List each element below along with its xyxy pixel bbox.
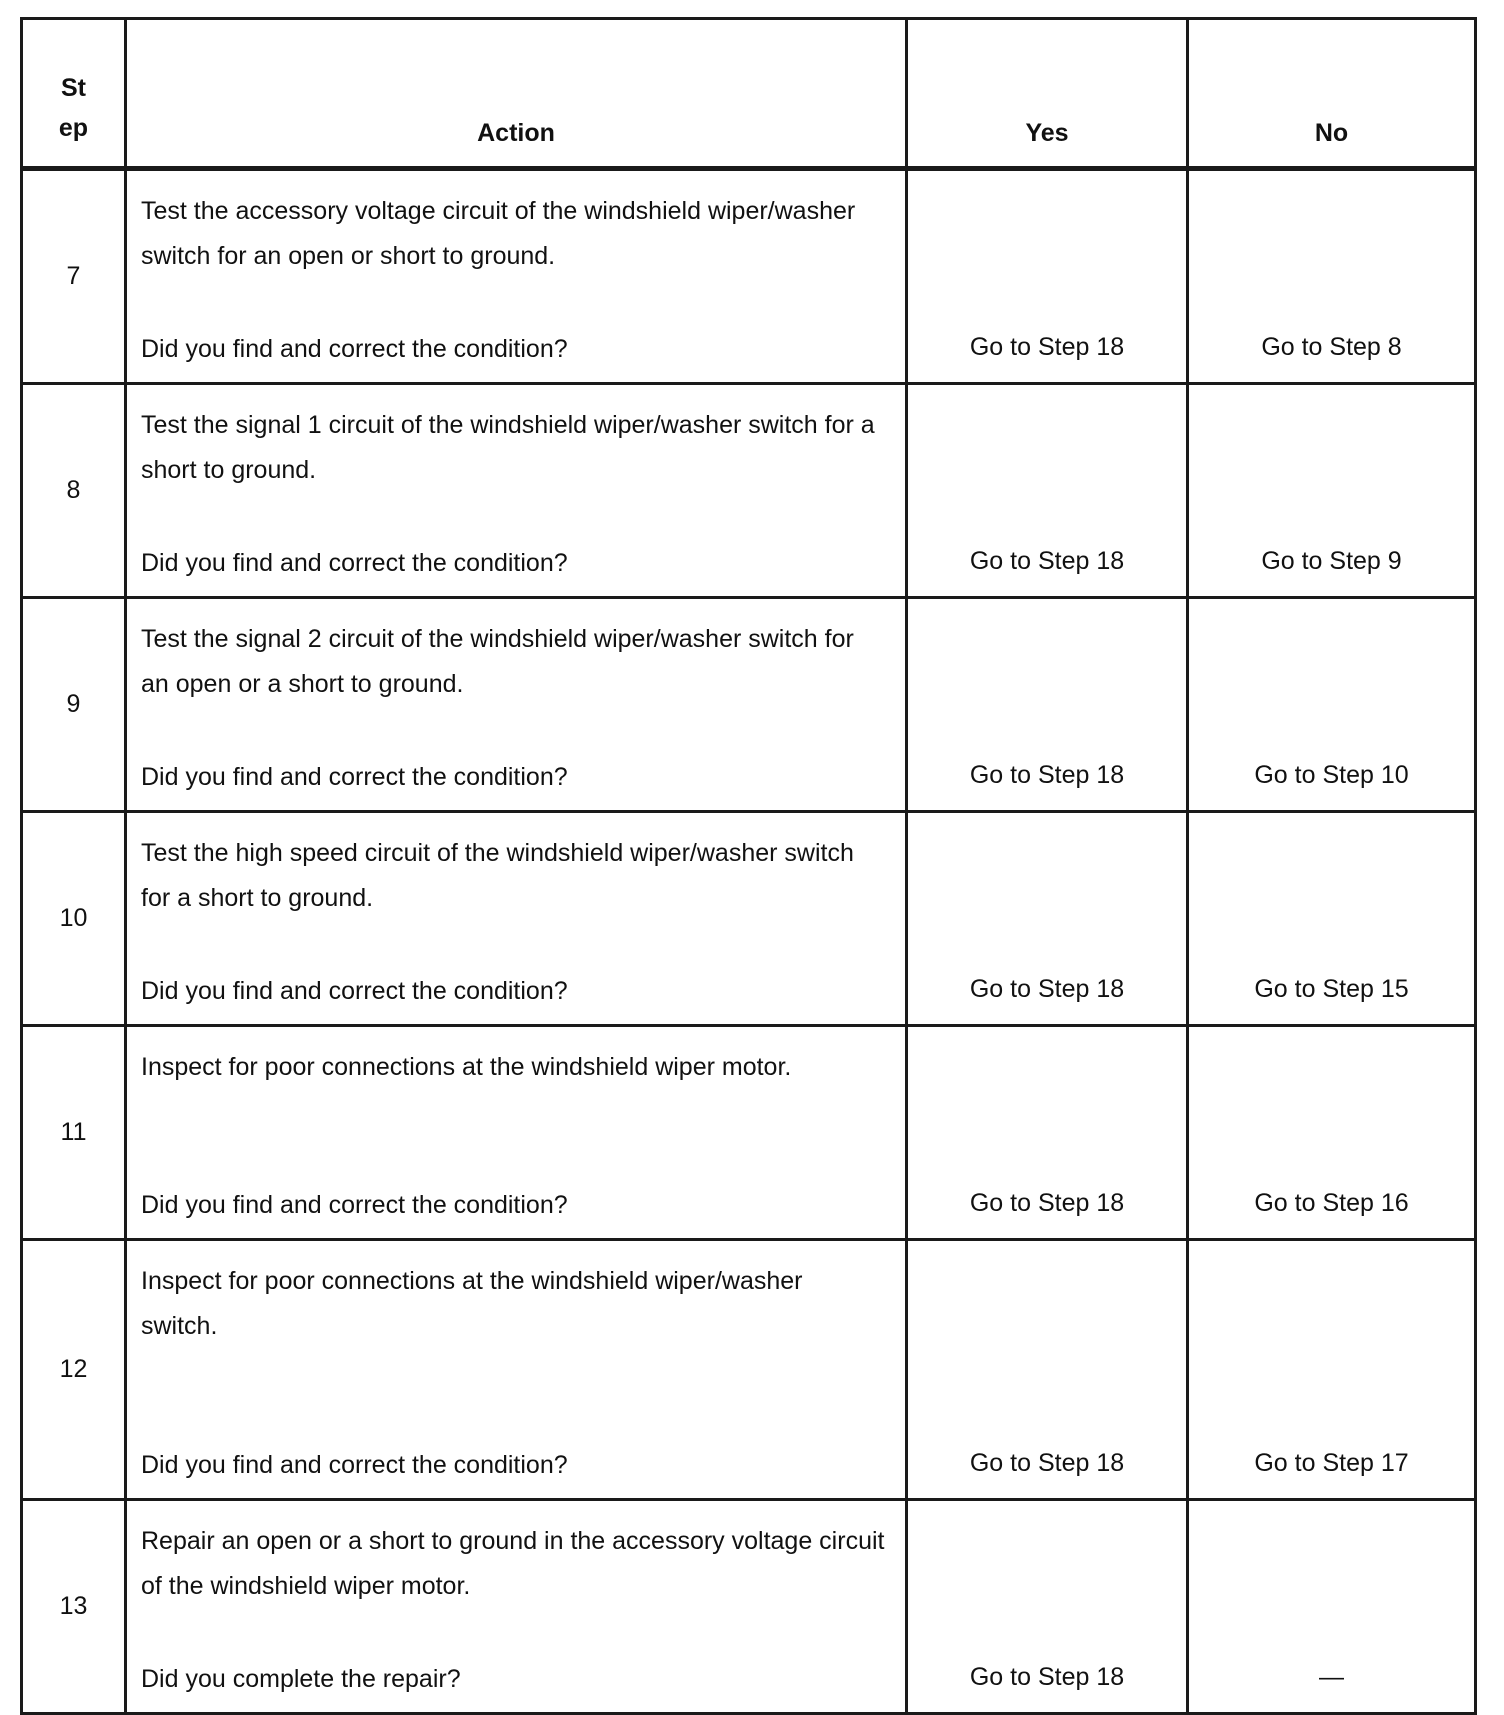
yes-result <box>907 169 1188 384</box>
question-text: Did you find and correct the condition? <box>141 335 568 363</box>
question-text: Did you find and correct the condition? <box>141 1191 568 1219</box>
action-text: Test the high speed circuit of the windshield wiper/washer switch for a short to ground. <box>141 839 854 912</box>
no-result <box>1188 169 1476 384</box>
step-number: 13 <box>22 1500 126 1714</box>
table-row <box>22 384 1476 598</box>
no-result-text: Go to Step 15 <box>1254 975 1409 1003</box>
no-result <box>1188 384 1476 598</box>
yes-result-text: Go to Step 18 <box>969 547 1125 575</box>
yes-result <box>907 384 1188 598</box>
no-result <box>1188 1240 1476 1500</box>
table-row <box>22 1240 1476 1500</box>
column-header-step-line2: ep <box>58 114 89 142</box>
step-number: 11 <box>22 1026 126 1240</box>
table-row <box>22 1026 1476 1240</box>
action-cell <box>126 812 907 1026</box>
question-text: Did you find and correct the condition? <box>141 549 568 577</box>
step-number: 8 <box>22 384 126 598</box>
column-header-step <box>22 19 126 169</box>
yes-result <box>907 1240 1188 1500</box>
action-text: Inspect for poor connections at the windshield wiper motor. <box>141 1053 792 1081</box>
no-result <box>1188 1500 1476 1714</box>
question-text: Did you find and correct the condition? <box>141 1451 568 1479</box>
yes-result <box>907 598 1188 812</box>
yes-result-text: Go to Step 18 <box>969 975 1125 1003</box>
column-header-yes: Yes <box>907 19 1188 169</box>
table-row <box>22 812 1476 1026</box>
yes-result-text: Go to Step 18 <box>969 333 1125 361</box>
yes-result <box>907 812 1188 1026</box>
question-text: Did you find and correct the condition? <box>141 977 568 1005</box>
action-cell <box>126 1026 907 1240</box>
no-result-text: Go to Step 10 <box>1254 761 1409 789</box>
action-text: Test the accessory voltage circuit of the windshield wiper/washer switch for an open or short to ground. <box>141 197 856 270</box>
action-cell <box>126 598 907 812</box>
yes-result <box>907 1026 1188 1240</box>
no-result-text: — <box>1319 1663 1344 1691</box>
action-text: Test the signal 2 circuit of the windshield wiper/washer switch for an open or a short to ground. <box>141 625 854 698</box>
table-row <box>22 169 1476 384</box>
no-result <box>1188 812 1476 1026</box>
step-number: 10 <box>22 812 126 1026</box>
step-number: 7 <box>22 169 126 384</box>
table-row <box>22 1500 1476 1714</box>
no-result <box>1188 1026 1476 1240</box>
yes-result-text: Go to Step 18 <box>969 1189 1125 1217</box>
yes-result-text: Go to Step 18 <box>969 1663 1125 1691</box>
step-number: 9 <box>22 598 126 812</box>
no-result-text: Go to Step 8 <box>1261 333 1402 361</box>
action-cell <box>126 1240 907 1500</box>
yes-result <box>907 1500 1188 1714</box>
no-result-text: Go to Step 16 <box>1254 1189 1409 1217</box>
action-cell <box>126 169 907 384</box>
action-text: Repair an open or a short to ground in the accessory voltage circuit of the windshield wiper motor. <box>141 1527 885 1600</box>
action-text: Test the signal 1 circuit of the windshield wiper/washer switch for a short to ground. <box>141 411 875 484</box>
column-header-action: Action <box>126 19 907 169</box>
column-header-no: No <box>1188 19 1476 169</box>
no-result-text: Go to Step 9 <box>1261 547 1402 575</box>
diagnostic-table <box>20 17 1477 1715</box>
yes-result-text: Go to Step 18 <box>969 1449 1125 1477</box>
action-cell <box>126 1500 907 1714</box>
no-result-text: Go to Step 17 <box>1254 1449 1409 1477</box>
question-text: Did you find and correct the condition? <box>141 763 568 791</box>
table-row <box>22 598 1476 812</box>
yes-result-text: Go to Step 18 <box>969 761 1125 789</box>
action-text: Inspect for poor connections at the windshield wiper/washer switch. <box>141 1267 803 1340</box>
no-result <box>1188 598 1476 812</box>
action-cell <box>126 384 907 598</box>
question-text: Did you complete the repair? <box>141 1665 461 1693</box>
header-row <box>22 19 1476 169</box>
column-header-step-line1: St <box>61 74 86 102</box>
step-number: 12 <box>22 1240 126 1500</box>
